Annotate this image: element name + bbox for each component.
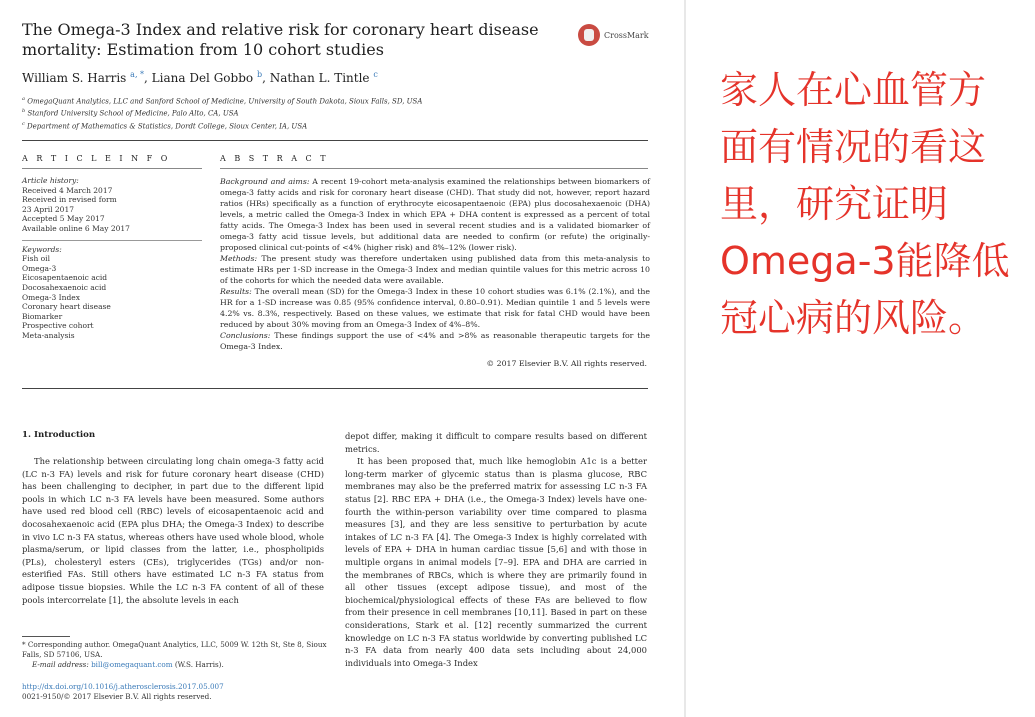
author-affil-mark[interactable]: c <box>373 70 378 79</box>
history-item: Accepted 5 May 2017 <box>22 214 105 224</box>
abstract-heading: A B S T R A C T <box>220 154 329 163</box>
section-heading-introduction: 1. Introduction <box>22 430 96 440</box>
author-affil-mark[interactable]: b <box>256 70 263 79</box>
doi-link[interactable]: http://dx.doi.org/10.1016/j.atherosclerosis.2017.05.007 <box>22 682 224 691</box>
author-affil-mark[interactable]: a, * <box>130 70 145 79</box>
column-right <box>345 430 647 669</box>
crossmark-icon <box>578 24 600 46</box>
author-name: William S. Harris <box>22 71 127 85</box>
history-item: 23 April 2017 <box>22 204 74 214</box>
intro-paragraph-1: The relationship between circulating long chain omega-3 fatty acid (LC n-3 FA) levels and risk for future coronary heart disease (CHD) has been challenging to decipher, in part due to the different lipid pools in which LC n-3 FA levels have been measured. Some authors have used red blood cell (RBC) levels of eicosapentaenoic acid and docosahexaenoic acid (EPA plus DHA; the Omega-3 Index) to describe in vivo LC n-3 FA status, whereas others have used whole blood, whole plasma/serum, or lipid classes from the latter, i.e., phospholipids (PLs), cholesteryl esters (CEs), triglycerides (TGs) and/or non-esterified FAs. Still others have estimated LC n-3 FA status from adipose tissue biopsies. While the LC n-3 FA content of all of these pools intercorrelate [1], the absolute levels in each <box>22 456 324 605</box>
abstract-results: Results: The overall mean (SD) for the Omega-3 Index in these 10 cohort studies was 6.1% (2.1%), and the HR for a 1-SD increase was 0.85 (95% confidence interval, 0.80–0.91). Median quintile 1 and 5 levels were 4.2% vs. 8.3%, respectively. Based on these values, we estimate that risk for fatal CHD would have been reduced by about 30% moving from an Omega-3 Index of 4%–8%. <box>220 287 650 329</box>
article-info <box>22 176 202 341</box>
doi-block <box>22 682 224 702</box>
abstract-background: Background and aims: A recent 19-cohort meta-analysis examined the relationships between biomarkers of omega-3 fatty acids and risk for coronary heart disease (CHD). That study did not, however, report hazard ratios (HRs) specifically as a function of erythrocyte eicosapentaenoic (EPA) plus docosahexaenoic (DHA) levels, a metric called the Omega-3 Index in which EPA + DHA content is expressed as a percent of total fatty acids. The Omega-3 Index has been used in several recent studies and is a validated biomarker of omega-3 fatty acid tissue levels, but additional data are needed to confirm (or refute) the originally-proposed clinical cut-points of <4% (higher risk) and 8%–12% (lower risk). <box>220 177 650 252</box>
crossmark-badge[interactable] <box>578 24 649 46</box>
article-info-rule <box>22 168 202 169</box>
keyword: Docosahexaenoic acid <box>22 282 107 292</box>
author-name: Nathan L. Tintle <box>269 71 370 85</box>
keyword: Biomarker <box>22 311 63 321</box>
email-link[interactable]: bill@omegaquant.com <box>91 660 173 669</box>
page-divider <box>684 0 686 717</box>
footnote-rule <box>22 636 70 637</box>
issn-line: 0021-9150/© 2017 Elsevier B.V. All rights reserved. <box>22 692 212 701</box>
abstract-conclusions: Conclusions: These findings support the use of <4% and >8% as reasonable therapeutic targets for the Omega-3 Index. <box>220 331 650 351</box>
abstract-copyright: © 2017 Elsevier B.V. All rights reserved. <box>486 359 647 368</box>
keywords-rule <box>22 240 202 241</box>
keyword: Omega-3 Index <box>22 292 80 302</box>
footnote <box>22 640 328 670</box>
keyword: Eicosapentaenoic acid <box>22 273 108 283</box>
column-left <box>22 455 324 606</box>
header-rule <box>22 140 648 141</box>
affiliation: $^b$ Stanford University School of Medicine, Palo Alto, CA, USA <box>22 108 239 118</box>
affiliations <box>22 94 422 131</box>
affiliation: $^a$ OmegaQuant Analytics, LLC and Sanford School of Medicine, University of South Dakota, Sioux Falls, SD, USA <box>22 96 423 106</box>
keyword: Meta-analysis <box>22 330 75 340</box>
keywords-label: Keywords: <box>22 244 62 254</box>
abstract-bottom-rule <box>22 388 648 389</box>
affiliation: $^c$ Department of Mathematics & Statistics, Dordt College, Sioux Center, IA, USA <box>22 120 308 130</box>
email-line: E-mail address: bill@omegaquant.com (W.S. Harris). <box>32 660 224 669</box>
keyword: Omega-3 <box>22 263 57 273</box>
keyword: Prospective cohort <box>22 321 94 331</box>
article-info-heading: A R T I C L E I N F O <box>22 154 171 163</box>
corresponding-author-note: * Corresponding author. OmegaQuant Analytics, LLC, 5009 W. 12th St, Ste 8, Sioux Falls, SD 57106, USA. <box>22 640 327 659</box>
crossmark-label: CrossMark <box>604 30 649 40</box>
intro-paragraph-2: It has been proposed that, much like hemoglobin A1c is a better long-term marker of glycemic status than is plasma glucose, RBC membranes may also be the preferred matrix for assessing LC n-3 FA status [2]. RBC EPA + DHA (i.e., the Omega-3 Index) levels have one-fourth the within-person variability over time compared to plasma measures [3], and they are less sensitive to perturbation by acute intakes of LC n-3 FA [4]. The Omega-3 Index is highly correlated with levels of EPA + DHA in human cardiac tissue [5,6] and with those in multiple organs in animal models [7–9]. EPA and DHA are carried in the membranes of RBCs, which is where they are primarily found in all other tissues (except adipose tissue), and most of the biochemical/physiological effects of these FAs are believed to flow from their presence in cell membranes [10,11]. Based in part on these considerations, Stark et al. [12] recently summarized the current knowledge on LC n-3 FA status worldwide by converting published LC n-3 FA data from nearly 400 data sets including about 24,000 individuals into Omega-3 Index <box>345 456 647 668</box>
annotation-note: 家人在心血管方面有情况的看这里，研究证明Omega-3能降低冠心病的风险。 <box>720 68 1010 340</box>
author-list: William S. Harris $^{a, *}$, Liana Del Gobbo $^b$, Nathan L. Tintle $^c$ <box>22 70 378 85</box>
history-item: Available online 6 May 2017 <box>22 223 130 233</box>
history-label: Article history: <box>22 176 79 185</box>
abstract-rule <box>220 168 648 169</box>
keyword: Fish oil <box>22 254 50 264</box>
abstract-body <box>220 176 650 352</box>
author-name: Liana Del Gobbo <box>151 71 254 85</box>
keyword: Coronary heart disease <box>22 302 111 312</box>
abstract-methods: Methods: The present study was therefore undertaken using published data from this meta-analysis to estimate HRs per 1-SD increase in the Omega-3 Index and median quintile values for this metric across 10 of the cohorts for which the needed data were available. <box>220 254 650 285</box>
history-item: Received in revised form <box>22 195 117 205</box>
intro-paragraph-continued: depot differ, making it difficult to compare results based on different metrics. <box>345 431 647 454</box>
paper-title: The Omega-3 Index and relative risk for coronary heart disease mortality: Estimation from 10 cohort studies <box>22 20 539 59</box>
history-item: Received 4 March 2017 <box>22 185 113 195</box>
